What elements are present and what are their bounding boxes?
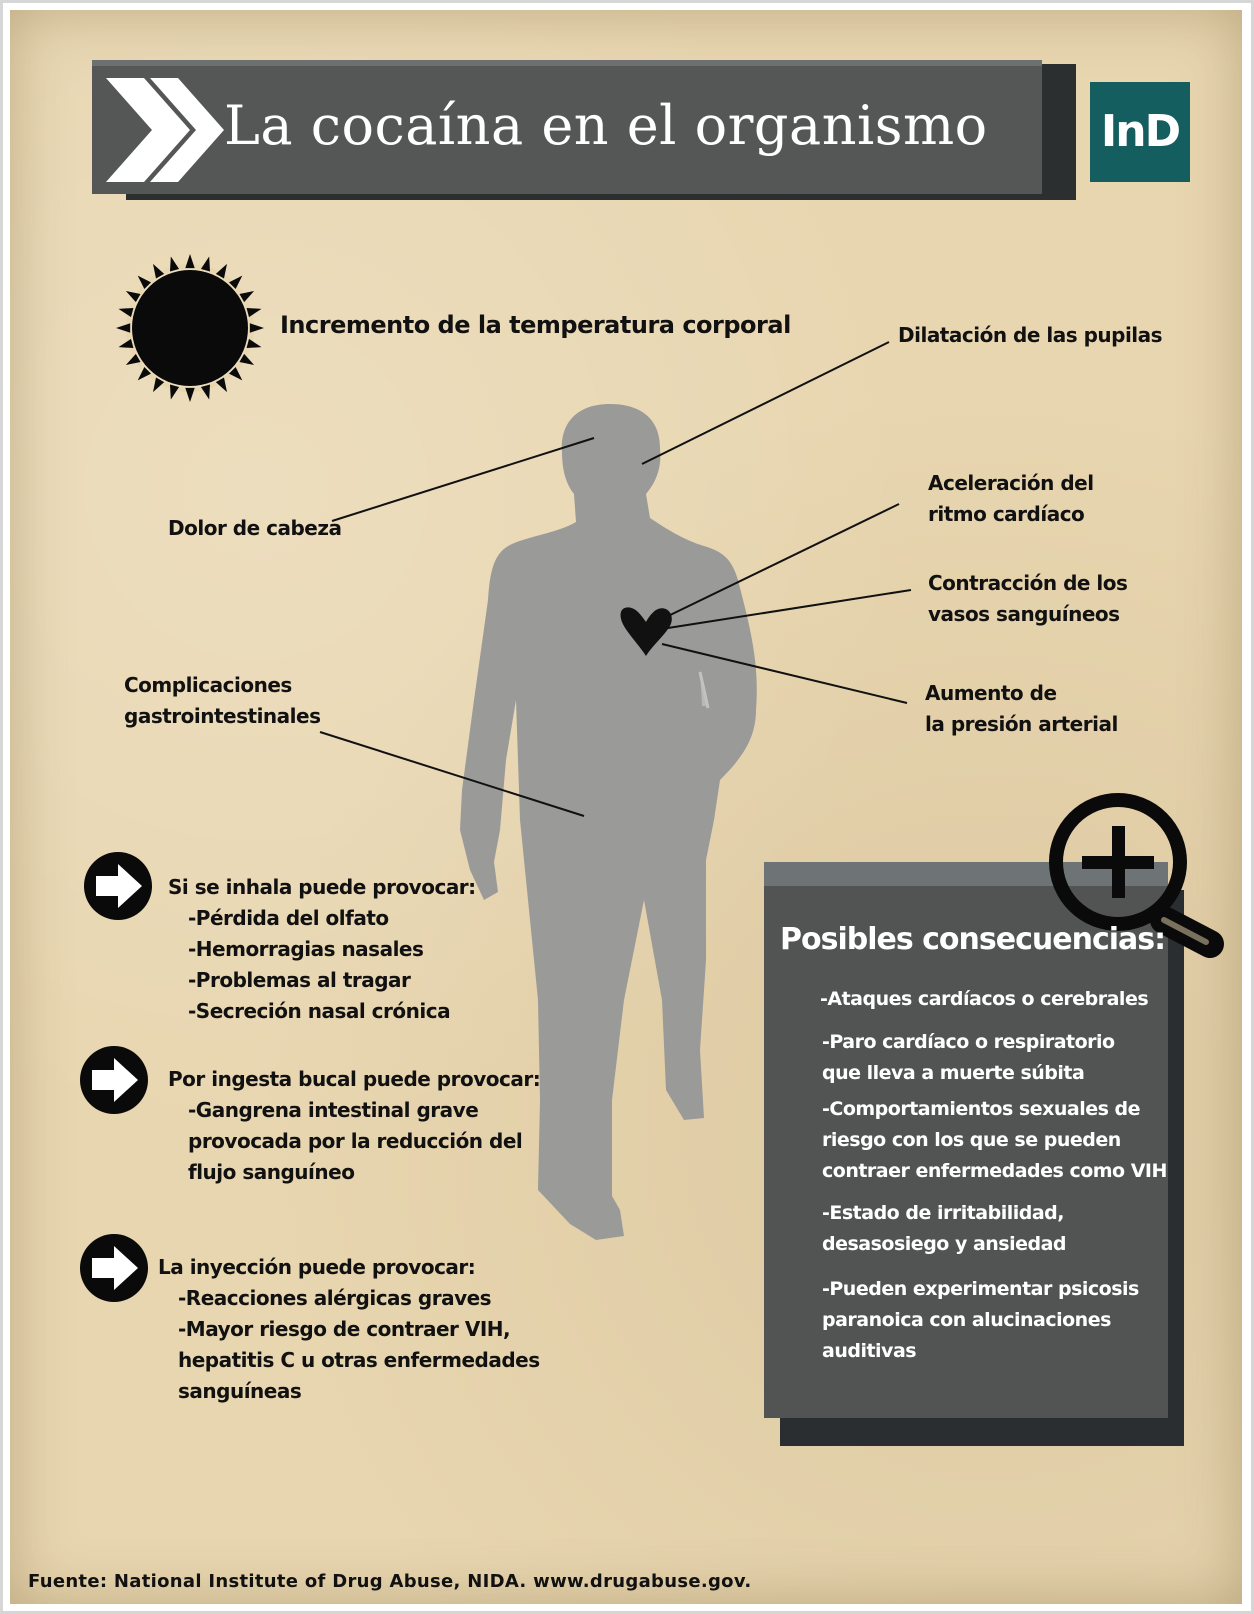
route-heading: La inyección puede provocar: bbox=[158, 1255, 476, 1279]
label-pupils: Dilatación de las pupilas bbox=[898, 323, 1163, 347]
consequence-line: -Paro cardíaco o respiratorio bbox=[822, 1031, 1115, 1053]
label-pressure-line: la presión arterial bbox=[925, 712, 1118, 736]
source-footer: Fuente: National Institute of Drug Abuse, NIDA. www.drugabuse.gov. bbox=[28, 1571, 752, 1592]
label-pressure-line: Aumento de bbox=[925, 681, 1057, 705]
consequence-line: auditivas bbox=[822, 1340, 917, 1362]
consequence-item bbox=[822, 1198, 1066, 1260]
page-title: La cocaína en el organismo bbox=[224, 94, 988, 157]
route-item: -Reacciones alérgicas graves bbox=[178, 1286, 492, 1310]
label-heart-rate-line: Aceleración del bbox=[928, 471, 1094, 495]
label-vessels-line: vasos sanguíneos bbox=[928, 602, 1120, 626]
route-item: -Problemas al tragar bbox=[188, 968, 411, 992]
ind-logo: InD bbox=[1090, 82, 1190, 182]
consequence-item bbox=[822, 1027, 1115, 1089]
consequences-title: Posibles consecuencias: bbox=[780, 922, 1166, 957]
route-item: -Secreción nasal crónica bbox=[188, 999, 451, 1023]
label-vessels-line: Contracción de los bbox=[928, 571, 1128, 595]
consequence-line: riesgo con los que se pueden bbox=[822, 1129, 1121, 1151]
consequence-line: -Pueden experimentar psicosis bbox=[822, 1278, 1139, 1300]
consequence-line: paranoica con alucinaciones bbox=[822, 1309, 1111, 1331]
route-item: -Mayor riesgo de contraer VIH, bbox=[178, 1317, 511, 1341]
consequence-line: -Estado de irritabilidad, bbox=[822, 1202, 1064, 1224]
route-heading: Por ingesta bucal puede provocar: bbox=[168, 1067, 541, 1091]
route-item: -Hemorragias nasales bbox=[188, 937, 424, 961]
consequence-item bbox=[820, 984, 1148, 1015]
label-headache: Dolor de cabeza bbox=[168, 516, 342, 540]
consequence-line: que lleva a muerte súbita bbox=[822, 1062, 1085, 1084]
label-temperature: Incremento de la temperatura corporal bbox=[280, 311, 791, 339]
consequence-item bbox=[822, 1094, 1167, 1187]
route-item: provocada por la reducción del bbox=[188, 1129, 523, 1153]
label-gastro-line: Complicaciones bbox=[124, 673, 292, 697]
route-item: flujo sanguíneo bbox=[188, 1160, 355, 1184]
route-item: sanguíneas bbox=[178, 1379, 302, 1403]
consequence-line: contraer enfermedades como VIH bbox=[822, 1160, 1167, 1182]
route-item: -Gangrena intestinal grave bbox=[188, 1098, 479, 1122]
route-heading: Si se inhala puede provocar: bbox=[168, 875, 476, 899]
consequence-item bbox=[822, 1274, 1139, 1367]
consequence-line: desasosiego y ansiedad bbox=[822, 1233, 1067, 1255]
consequence-line: -Ataques cardíacos o cerebrales bbox=[820, 988, 1149, 1010]
label-gastro-line: gastrointestinales bbox=[124, 704, 321, 728]
consequence-line: -Comportamientos sexuales de bbox=[822, 1098, 1140, 1120]
label-heart-rate-line: ritmo cardíaco bbox=[928, 502, 1085, 526]
route-item: hepatitis C u otras enfermedades bbox=[178, 1348, 540, 1372]
route-item: -Pérdida del olfato bbox=[188, 906, 389, 930]
